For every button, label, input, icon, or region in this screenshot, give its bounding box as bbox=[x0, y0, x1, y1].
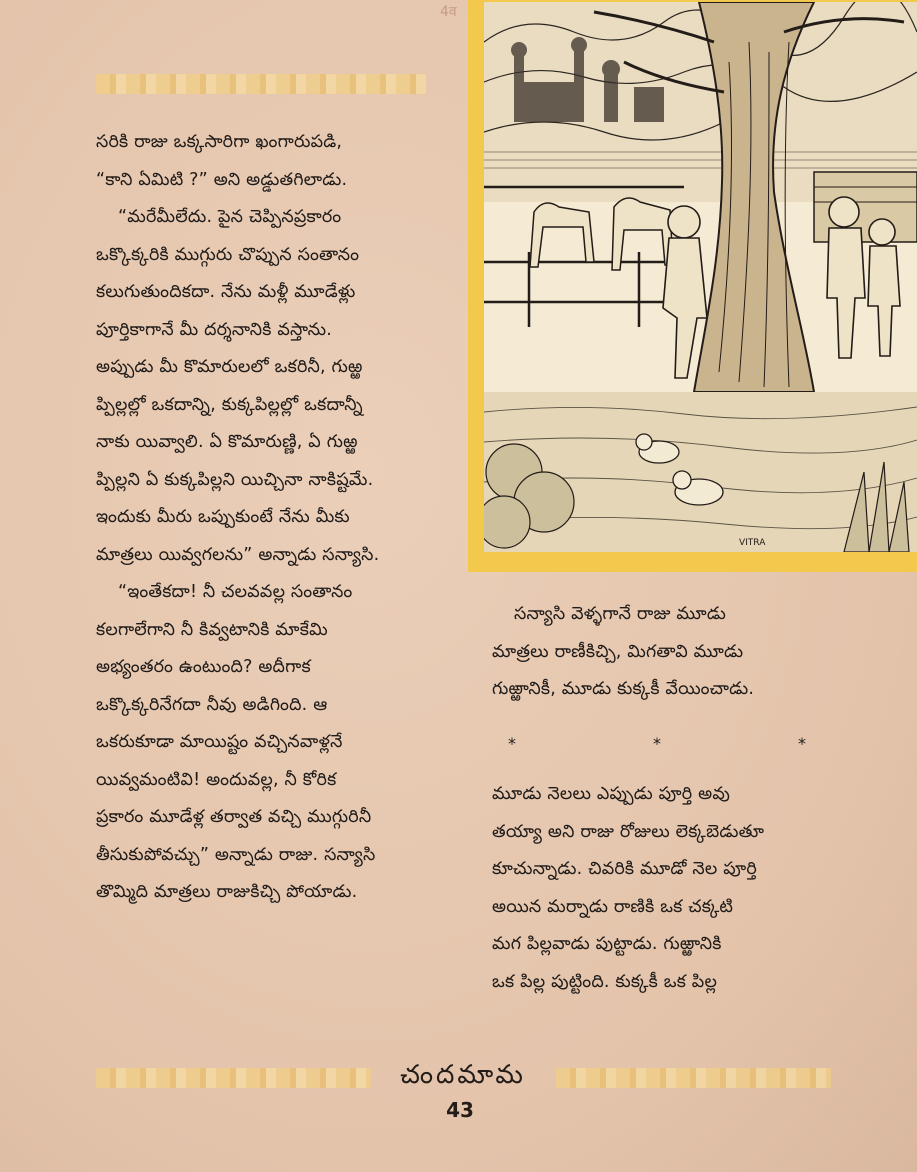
text-line: యివ్వమంటివి! అందువల్ల, నీ కోరిక bbox=[96, 769, 337, 790]
illustration-signature: VITRA bbox=[739, 538, 766, 548]
magazine-title: చందమామ bbox=[400, 1060, 526, 1090]
text-line: తయ్యా అని రాజు రోజులు లెక్కబెడుతూ bbox=[492, 821, 765, 842]
text-line: ఒకరుకూడా మాయిష్టం వచ్చినవాళ్లనే bbox=[96, 732, 343, 752]
text-line: పూర్తికాగానే మీ దర్శనానికి వస్తాను. bbox=[96, 319, 332, 340]
text-line: గుఱ్ఱానికీ, మూడు కుక్కకీ వేయించాడు. bbox=[492, 679, 755, 699]
text-line: ఒక్కొక్కరికి ముగ్గురు చొప్పున సంతానం bbox=[96, 244, 360, 265]
text-line: అయిన మర్నాడు రాణికి ఒక చక్కటి bbox=[492, 896, 734, 917]
text-line: మూడు నెలలు ఎప్పుడు పూర్తి అవు bbox=[492, 784, 730, 804]
text-line: మగ పిల్లవాడు పుట్టాడు. గుఱ్ఱానికి bbox=[492, 934, 722, 954]
footer-decoration-left bbox=[96, 1068, 371, 1088]
page-number: 43 bbox=[446, 1098, 474, 1122]
story-illustration bbox=[484, 2, 917, 552]
separator-star: * bbox=[798, 734, 806, 753]
text-line: తొమ్మిది మాత్రలు రాజుకిచ్చి పోయాడు. bbox=[96, 882, 358, 902]
right-text-column-top bbox=[492, 596, 754, 709]
text-line: కూచున్నాడు. చివరికి మూడో నెల పూర్తి bbox=[492, 859, 757, 879]
footer-decoration-right bbox=[556, 1068, 831, 1088]
text-line: అప్పుడు మీ కొమారులలో ఒకరినీ, గుఱ్ఱ bbox=[96, 357, 363, 377]
text-line: మాత్రలు యివ్వగలను” అన్నాడు సన్యాసి. bbox=[96, 544, 380, 565]
text-line: సన్యాసి వెళ్ళగానే రాజు మూడు bbox=[514, 604, 727, 624]
left-text-column bbox=[96, 124, 379, 912]
text-line: ఒక పిల్ల పుట్టింది. కుక్కకీ ఒక పిల్ల bbox=[492, 971, 718, 992]
text-line: ప్పిల్లని ఏ కుక్కపిల్లని యిచ్చినా నాకిష్టమే. bbox=[96, 469, 374, 490]
text-line: ఇందుకు మీరు ఒప్పుకుంటే నేను మీకు bbox=[96, 507, 350, 527]
text-line: ఒక్కొక్కరినేగదా నీవు అడిగింది. ఆ bbox=[96, 694, 328, 715]
text-line: “కాని ఏమిటి ?” అని అడ్డుతగిలాడు. bbox=[96, 169, 348, 190]
text-line: ప్రకారం మూడేళ్ల తర్వాత వచ్చి ముగ్గురినీ bbox=[96, 807, 372, 827]
text-line: నాకు యివ్వాలి. ఏ కొమారుణ్ణి, ఏ గుఱ్ఱ bbox=[96, 432, 358, 452]
text-line: సరికి రాజు ఒక్కసారిగా ఖంగారుపడి, bbox=[96, 132, 343, 152]
text-line: తీసుకుపోవచ్చు” అన్నాడు రాజు. సన్యాసి bbox=[96, 844, 376, 865]
section-separator bbox=[492, 734, 822, 753]
illustration-art bbox=[484, 2, 917, 552]
text-line: మాత్రలు రాణీకిచ్చి, మిగతావి మూడు bbox=[492, 641, 744, 662]
separator-star: * bbox=[653, 734, 661, 753]
header-decoration-band bbox=[96, 74, 426, 94]
corner-mark: 4व bbox=[440, 4, 457, 20]
text-line: “ఇంతేకదా! నీ చలవవల్ల సంతానం bbox=[118, 582, 353, 602]
separator-star: * bbox=[508, 734, 516, 753]
text-line: అభ్యంతరం ఉంటుంది? అదీగాక bbox=[96, 657, 311, 677]
text-line: కలుగుతుందికదా. నేను మళ్లీ మూడేళ్లు bbox=[96, 282, 356, 302]
text-line: ప్పిల్లల్లో ఒకదాన్ని, కుక్కపిల్లల్లో ఒకదాన్నీ bbox=[96, 394, 363, 415]
text-line: “మరేమీలేదు. పైన చెప్పినప్రకారం bbox=[118, 207, 342, 227]
text-line: కలగాలేగాని నీ కివ్వటానికి మాకేమి bbox=[96, 619, 328, 640]
right-text-column-bottom bbox=[492, 776, 764, 1001]
